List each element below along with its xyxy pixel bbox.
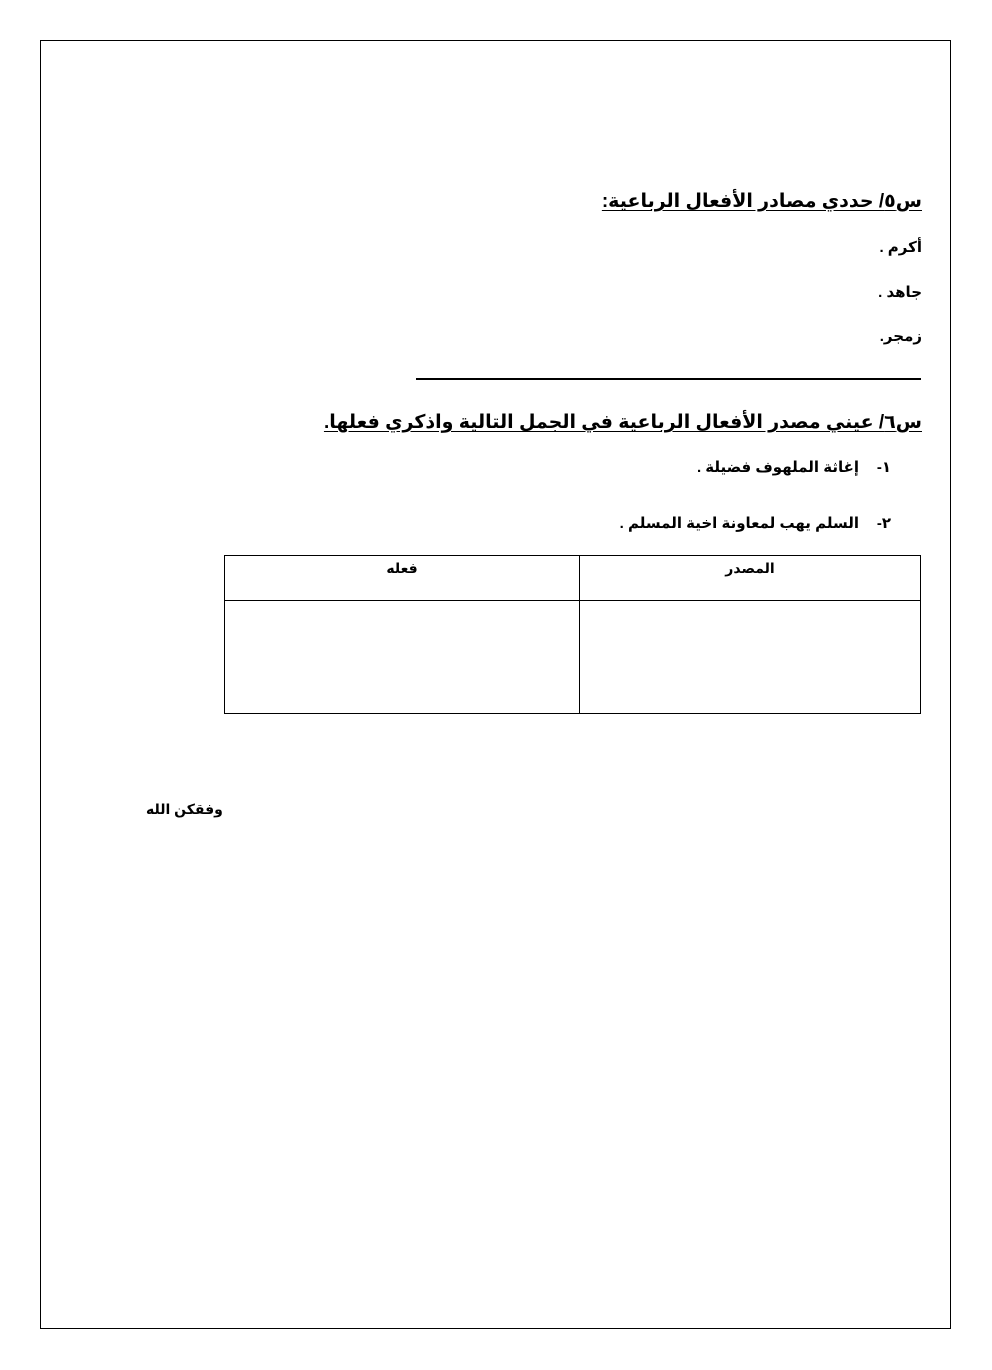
sentence-1-text: إغاثة الملهوف فضيلة . xyxy=(696,459,859,476)
answer-table xyxy=(224,555,921,714)
sentence-2-number: ٢- xyxy=(876,515,891,532)
sentence-2-text: السلم يهب لمعاونة اخية المسلم . xyxy=(619,515,859,532)
closing-note: وفقكن الله xyxy=(146,801,223,817)
table-row xyxy=(225,601,921,714)
word-1: أكرم . xyxy=(879,239,922,256)
header-verb: فعله xyxy=(225,556,580,601)
cell-masdar-answer[interactable] xyxy=(580,601,921,714)
sentence-1-number: ١- xyxy=(876,459,891,476)
sentence-1 xyxy=(697,458,891,476)
word-2: جاهد . xyxy=(878,284,922,301)
question-5-title: س٥/ حددي مصادر الأفعال الرباعية: xyxy=(601,191,922,212)
word-3: زمجر. xyxy=(879,328,922,345)
header-masdar: المصدر xyxy=(580,556,921,601)
section-divider xyxy=(416,378,921,380)
table-header-row xyxy=(225,556,921,601)
cell-verb-answer[interactable] xyxy=(225,601,580,714)
question-6-title: س٦/ عيني مصدر الأفعال الرباعية في الجمل التالية واذكري فعلها. xyxy=(323,412,922,433)
sentence-2 xyxy=(620,514,891,532)
